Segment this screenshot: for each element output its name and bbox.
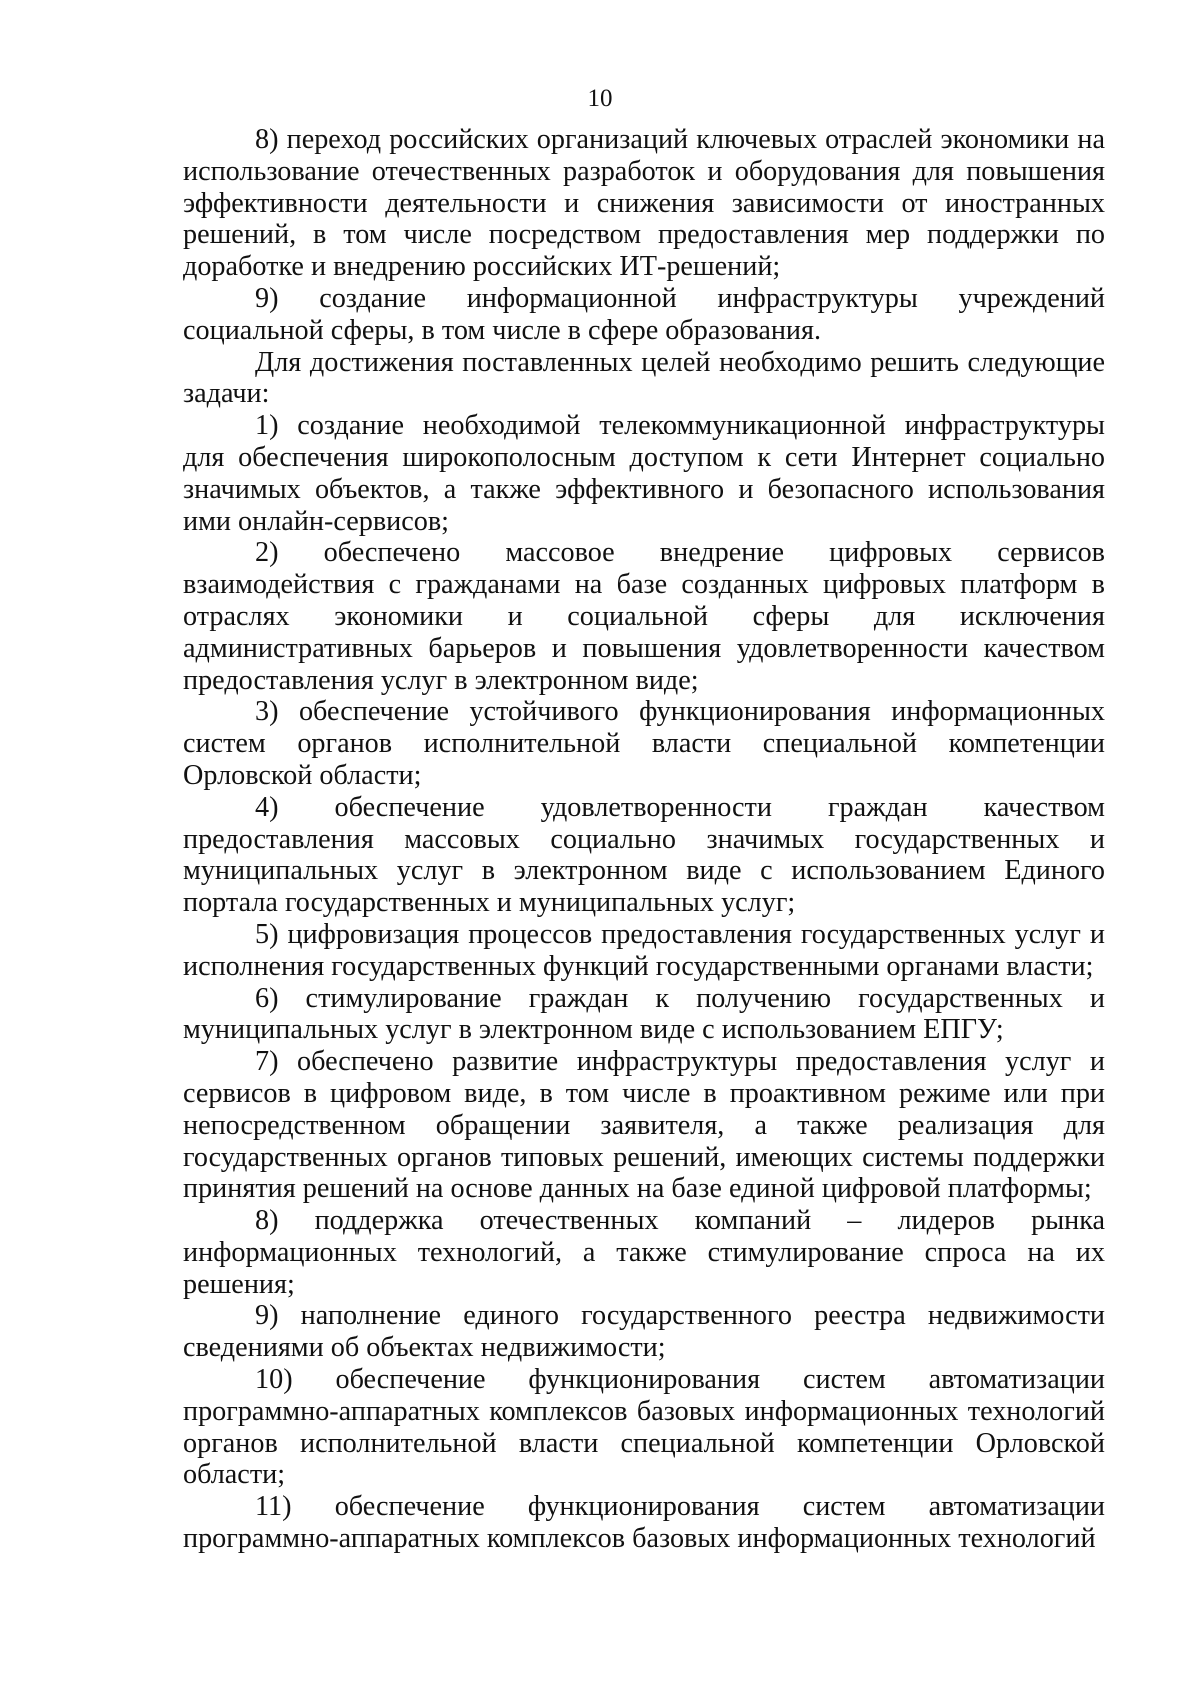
paragraph-task-8: 8) поддержка отечественных компаний – лидеров рынка информационных технологий, а также стимулирование спроса на их решения;	[183, 1205, 1105, 1300]
paragraph-task-6: 6) стимулирование граждан к получению государственных и муниципальных услуг в электронном виде с использованием ЕПГУ;	[183, 982, 1105, 1046]
paragraph-task-4: 4) обеспечение удовлетворенности граждан качеством предоставления массовых социально значимых государственных и муниципальных услуг в электронном виде с использованием Единого портала государственных и муниципальных услуг;	[183, 791, 1105, 919]
paragraph-task-7: 7) обеспечено развитие инфраструктуры предоставления услуг и сервисов в цифровом виде, в том числе в проактивном режиме или при непосредственном обращении заявителя, а также реализация для государственных органов типовых решений, имеющих системы поддержки принятия решений на основе данных на базе единой цифровой платформы;	[183, 1046, 1105, 1205]
paragraph-task-9: 9) наполнение единого государственного реестра недвижимости сведениями об объектах недвижимости;	[183, 1300, 1105, 1364]
paragraph-tasks-intro: Для достижения поставленных целей необходимо решить следующие задачи:	[183, 346, 1105, 410]
paragraph-task-5: 5) цифровизация процессов предоставления государственных услуг и исполнения государственных функций государственными органами власти;	[183, 918, 1105, 982]
document-body	[183, 124, 1105, 1555]
paragraph-task-1: 1) создание необходимой телекоммуникационной инфраструктуры для обеспечения широкополосным доступом к сети Интернет социально значимых объектов, а также эффективного и безопасного использования ими онлайн-сервисов;	[183, 410, 1105, 537]
paragraph-goal-8: 8) переход российских организаций ключевых отраслей экономики на использование отечественных разработок и оборудования для повышения эффективности деятельности и снижения зависимости от иностранных решений, в том числе посредством предоставления мер поддержки по доработке и внедрению российских ИТ-решений;	[183, 124, 1105, 283]
paragraph-task-2: 2) обеспечено массовое внедрение цифровых сервисов взаимодействия с гражданами на базе созданных цифровых платформ в отраслях экономики и социальной сферы для исключения административных барьеров и повышения удовлетворенности качеством предоставления услуг в электронном виде;	[183, 537, 1105, 696]
paragraph-task-10: 10) обеспечение функционирования систем автоматизации программно-аппаратных комплексов базовых информационных технологий органов исполнительной власти специальной компетенции Орловской области;	[183, 1364, 1105, 1491]
paragraph-task-3: 3) обеспечение устойчивого функционирования информационных систем органов исполнительной власти специальной компетенции Орловской области;	[183, 696, 1105, 791]
paragraph-goal-9: 9) создание информационной инфраструктуры учреждений социальной сферы, в том числе в сфере образования.	[183, 282, 1105, 346]
paragraph-task-11: 11) обеспечение функционирования систем автоматизации программно-аппаратных комплексов базовых информационных технологий	[183, 1491, 1105, 1555]
page-number: 10	[587, 85, 613, 112]
